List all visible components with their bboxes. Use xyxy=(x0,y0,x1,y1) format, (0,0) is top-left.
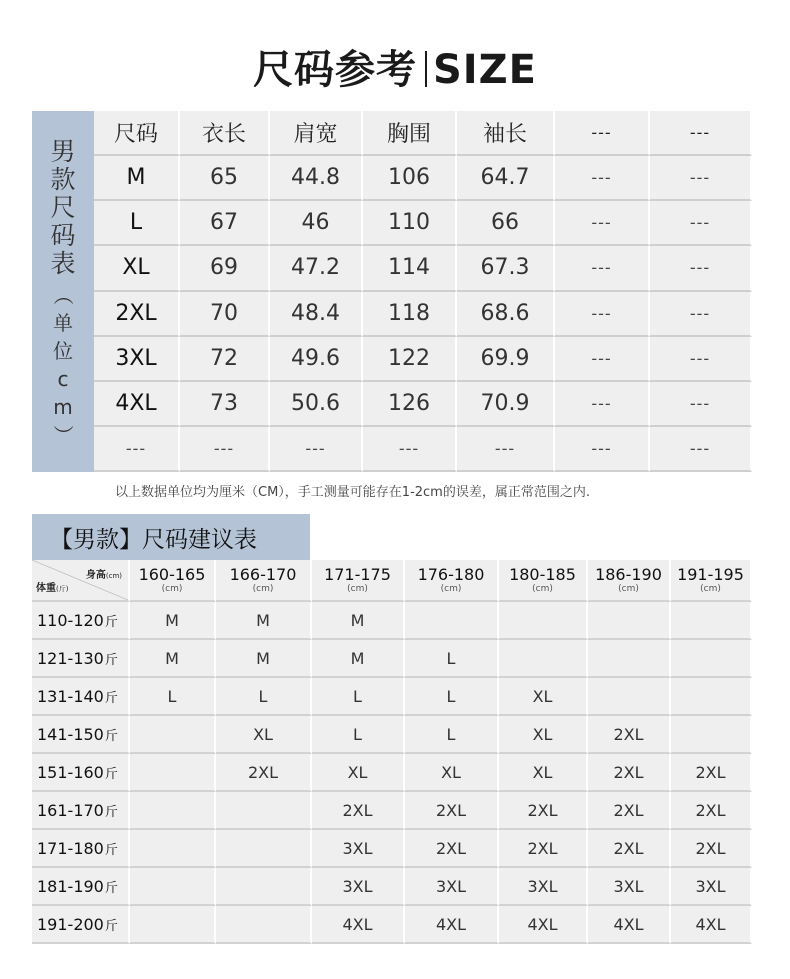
header-cell: 衣长 xyxy=(180,111,270,156)
measurement-cell: 46 xyxy=(270,201,363,246)
size-recommendation-table xyxy=(32,560,752,944)
weight-unit: 斤 xyxy=(104,918,118,934)
measurement-cell: 110 xyxy=(363,201,457,246)
weight-range-header xyxy=(32,830,130,868)
recommended-size-cell: 3XL xyxy=(499,868,588,906)
weight-range: 131-140 xyxy=(37,686,104,706)
measurement-cell: --- xyxy=(555,292,650,337)
recommended-size-cell: 2XL xyxy=(671,792,752,830)
recommended-size-cell xyxy=(216,868,312,906)
measurement-cell: 47.2 xyxy=(270,246,363,291)
side-unit-char xyxy=(50,424,76,446)
side-unit-char xyxy=(50,396,76,418)
measurement-cell: 118 xyxy=(363,292,457,337)
size-label-cell: 3XL xyxy=(94,337,180,382)
recommendation-table-title: 【男款】尺码建议表 xyxy=(32,514,310,560)
recommended-size-cell: 2XL xyxy=(216,754,312,792)
recommended-size-cell: 2XL xyxy=(671,830,752,868)
side-unit-char xyxy=(50,368,76,390)
height-unit: (cm) xyxy=(440,583,462,594)
recommended-size-cell: XL xyxy=(405,754,499,792)
height-range-header xyxy=(671,560,752,602)
weight-range: 171-180 xyxy=(37,838,104,858)
weight-unit: (斤) xyxy=(56,585,69,593)
recommended-size-cell: 2XL xyxy=(671,754,752,792)
weight-unit: 斤 xyxy=(104,766,118,782)
side-unit-glyph: c xyxy=(57,366,69,391)
measurement-cell: --- xyxy=(650,201,752,246)
recommended-size-cell xyxy=(588,602,671,640)
table-corner-header xyxy=(32,560,130,602)
measurement-cell: --- xyxy=(650,382,752,427)
measurement-note: 以上数据单位均为厘米（CM），手工测量可能存在1-2cm的误差，属正常范围之内. xyxy=(115,485,590,500)
height-range: 191-195 xyxy=(677,564,744,584)
side-unit-char xyxy=(50,312,76,334)
weight-range-header xyxy=(32,678,130,716)
measurement-cell: --- xyxy=(180,427,270,472)
height-unit: (cm) xyxy=(532,583,553,594)
recommended-size-cell: 3XL xyxy=(312,830,405,868)
weight-unit: 斤 xyxy=(104,728,118,744)
measurement-cell: 114 xyxy=(363,246,457,291)
measurement-cell: 44.8 xyxy=(270,156,363,201)
measurement-cell: 66 xyxy=(457,201,555,246)
height-axis-label xyxy=(86,566,122,581)
measurement-cell: --- xyxy=(650,337,752,382)
recommended-size-cell: 3XL xyxy=(588,868,671,906)
recommended-size-cell xyxy=(499,640,588,678)
height-unit: (cm) xyxy=(700,583,721,594)
recommended-size-cell xyxy=(130,716,216,754)
height-range: 171-175 xyxy=(324,564,391,584)
height-unit: (cm) xyxy=(252,583,274,594)
size-label-cell: 4XL xyxy=(94,382,180,427)
side-unit-glyph: 单 xyxy=(53,310,73,335)
weight-range-header xyxy=(32,602,130,640)
measurement-cell: 73 xyxy=(180,382,270,427)
side-label-char: 表 xyxy=(50,248,76,278)
measurement-cell: 50.6 xyxy=(270,382,363,427)
recommended-size-cell xyxy=(671,640,752,678)
recommended-size-cell: XL xyxy=(312,754,405,792)
weight-unit: 斤 xyxy=(104,652,118,668)
recommended-size-cell: M xyxy=(130,640,216,678)
measurement-cell: 70.9 xyxy=(457,382,555,427)
side-label-char: 尺 xyxy=(50,192,76,222)
recommended-size-cell: M xyxy=(130,602,216,640)
recommended-size-cell xyxy=(671,602,752,640)
weight-range: 191-200 xyxy=(37,914,104,934)
measurement-cell: --- xyxy=(650,292,752,337)
measurement-cell: --- xyxy=(555,246,650,291)
weight-label: 体重 xyxy=(36,583,56,594)
recommended-size-cell: 3XL xyxy=(671,868,752,906)
height-unit: (cm) xyxy=(618,583,639,594)
measurement-cell: --- xyxy=(555,382,650,427)
page-title xyxy=(0,38,790,95)
height-range: 180-185 xyxy=(509,564,576,584)
height-range: 186-190 xyxy=(595,564,662,584)
header-cell: 胸围 xyxy=(363,111,457,156)
recommended-size-cell: XL xyxy=(499,754,588,792)
recommended-size-cell: 4XL xyxy=(312,906,405,944)
measurement-cell: 72 xyxy=(180,337,270,382)
height-range-header xyxy=(405,560,499,602)
recommended-size-cell: L xyxy=(216,678,312,716)
side-label-char: 码 xyxy=(50,220,76,250)
weight-range: 110-120 xyxy=(37,610,104,630)
measurement-cell: --- xyxy=(555,201,650,246)
recommended-size-cell xyxy=(130,830,216,868)
page-title-en: SIZE xyxy=(432,47,538,93)
height-range-header xyxy=(499,560,588,602)
measurement-cell: 68.6 xyxy=(457,292,555,337)
weight-axis-label xyxy=(36,579,68,594)
weight-unit: 斤 xyxy=(104,880,118,896)
measurement-cell: --- xyxy=(555,427,650,472)
height-range-header xyxy=(216,560,312,602)
weight-unit: 斤 xyxy=(104,614,118,630)
height-range: 160-165 xyxy=(138,564,206,584)
measurement-cell: --- xyxy=(363,427,457,472)
measurement-cell: 49.6 xyxy=(270,337,363,382)
size-measurement-table xyxy=(32,111,752,472)
recommended-size-cell: M xyxy=(216,602,312,640)
size-label-cell: --- xyxy=(94,427,180,472)
measurement-cell: 67.3 xyxy=(457,246,555,291)
side-label-char: 男 xyxy=(50,136,76,166)
recommended-size-cell: XL xyxy=(216,716,312,754)
recommended-size-cell: L xyxy=(405,640,499,678)
size-label-cell: M xyxy=(94,156,180,201)
height-unit: (cm) xyxy=(161,583,183,594)
height-range-header xyxy=(588,560,671,602)
side-unit-glyph: m xyxy=(53,394,73,419)
recommended-size-cell: XL xyxy=(499,678,588,716)
header-size: 尺码 xyxy=(94,111,180,156)
measurement-cell: 48.4 xyxy=(270,292,363,337)
weight-range: 151-160 xyxy=(37,762,104,782)
recommended-size-cell: 2XL xyxy=(588,754,671,792)
size-measurement-grid xyxy=(94,111,752,472)
weight-range: 161-170 xyxy=(37,800,104,820)
recommended-size-cell: XL xyxy=(499,716,588,754)
recommended-size-cell xyxy=(130,754,216,792)
side-unit-char xyxy=(50,284,76,306)
recommended-size-cell: 2XL xyxy=(588,792,671,830)
recommended-size-cell xyxy=(671,678,752,716)
recommended-size-cell xyxy=(216,830,312,868)
recommended-size-cell: L xyxy=(130,678,216,716)
weight-range-header xyxy=(32,640,130,678)
recommended-size-cell: 2XL xyxy=(405,830,499,868)
recommended-size-cell: M xyxy=(216,640,312,678)
recommended-size-cell xyxy=(588,640,671,678)
height-range-header xyxy=(312,560,405,602)
measurement-cell: --- xyxy=(270,427,363,472)
recommended-size-cell: 2XL xyxy=(588,830,671,868)
measurement-cell: --- xyxy=(555,337,650,382)
measurement-cell: --- xyxy=(555,156,650,201)
measurement-cell: 69 xyxy=(180,246,270,291)
weight-unit: 斤 xyxy=(104,842,118,858)
header-cell: --- xyxy=(650,111,752,156)
size-label-cell: 2XL xyxy=(94,292,180,337)
weight-range-header xyxy=(32,716,130,754)
header-cell: --- xyxy=(555,111,650,156)
measurement-cell: 67 xyxy=(180,201,270,246)
table-side-label xyxy=(32,111,94,472)
side-unit-glyph: ） xyxy=(51,424,75,445)
weight-range: 141-150 xyxy=(37,724,104,744)
measurement-cell: 69.9 xyxy=(457,337,555,382)
measurement-cell: 122 xyxy=(363,337,457,382)
weight-range: 121-130 xyxy=(37,648,104,668)
height-unit: (cm) xyxy=(105,572,122,580)
size-label-cell: L xyxy=(94,201,180,246)
recommended-size-cell: 2XL xyxy=(499,830,588,868)
weight-range-header xyxy=(32,754,130,792)
measurement-cell: --- xyxy=(650,156,752,201)
recommended-size-cell: 2XL xyxy=(312,792,405,830)
weight-range-header xyxy=(32,906,130,944)
recommended-size-cell: 3XL xyxy=(405,868,499,906)
weight-range-header xyxy=(32,868,130,906)
height-range: 166-170 xyxy=(229,564,297,584)
measurement-cell: --- xyxy=(457,427,555,472)
recommended-size-cell xyxy=(130,868,216,906)
recommended-size-cell: 2XL xyxy=(405,792,499,830)
recommended-size-cell xyxy=(216,792,312,830)
measurement-cell: 106 xyxy=(363,156,457,201)
measurement-cell: --- xyxy=(650,427,752,472)
recommended-size-cell: 2XL xyxy=(588,716,671,754)
recommended-size-cell: L xyxy=(405,678,499,716)
header-cell: 袖长 xyxy=(457,111,555,156)
page-title-cn: 尺码参考 xyxy=(252,47,417,93)
recommended-size-cell xyxy=(130,906,216,944)
size-label-cell: XL xyxy=(94,246,180,291)
recommended-size-cell xyxy=(405,602,499,640)
recommended-size-cell: L xyxy=(405,716,499,754)
measurement-cell: 65 xyxy=(180,156,270,201)
side-unit-glyph: （ xyxy=(51,284,75,305)
recommended-size-cell xyxy=(130,792,216,830)
recommended-size-cell xyxy=(588,678,671,716)
measurement-cell: 64.7 xyxy=(457,156,555,201)
measurement-cell: 70 xyxy=(180,292,270,337)
title-divider xyxy=(425,51,427,87)
recommended-size-cell: 4XL xyxy=(405,906,499,944)
side-label-char: 款 xyxy=(50,164,76,194)
height-range: 176-180 xyxy=(417,564,485,584)
recommended-size-cell: M xyxy=(312,602,405,640)
weight-range: 181-190 xyxy=(37,876,104,896)
side-unit-glyph: 位 xyxy=(53,338,73,363)
height-range-header xyxy=(130,560,216,602)
recommended-size-cell xyxy=(671,716,752,754)
weight-range-header xyxy=(32,792,130,830)
header-cell: 肩宽 xyxy=(270,111,363,156)
recommended-size-cell xyxy=(499,602,588,640)
recommended-size-cell: L xyxy=(312,678,405,716)
measurement-cell: 126 xyxy=(363,382,457,427)
recommended-size-cell: 4XL xyxy=(671,906,752,944)
recommended-size-cell: M xyxy=(312,640,405,678)
recommended-size-cell xyxy=(216,906,312,944)
recommended-size-cell: 2XL xyxy=(499,792,588,830)
weight-unit: 斤 xyxy=(104,690,118,706)
recommended-size-cell: 4XL xyxy=(588,906,671,944)
side-unit-char xyxy=(50,340,76,362)
recommended-size-cell: 4XL xyxy=(499,906,588,944)
recommended-size-cell: L xyxy=(312,716,405,754)
recommended-size-cell: 3XL xyxy=(312,868,405,906)
height-label: 身高 xyxy=(85,570,106,581)
height-unit: (cm) xyxy=(347,583,368,594)
measurement-cell: --- xyxy=(650,246,752,291)
weight-unit: 斤 xyxy=(104,804,118,820)
